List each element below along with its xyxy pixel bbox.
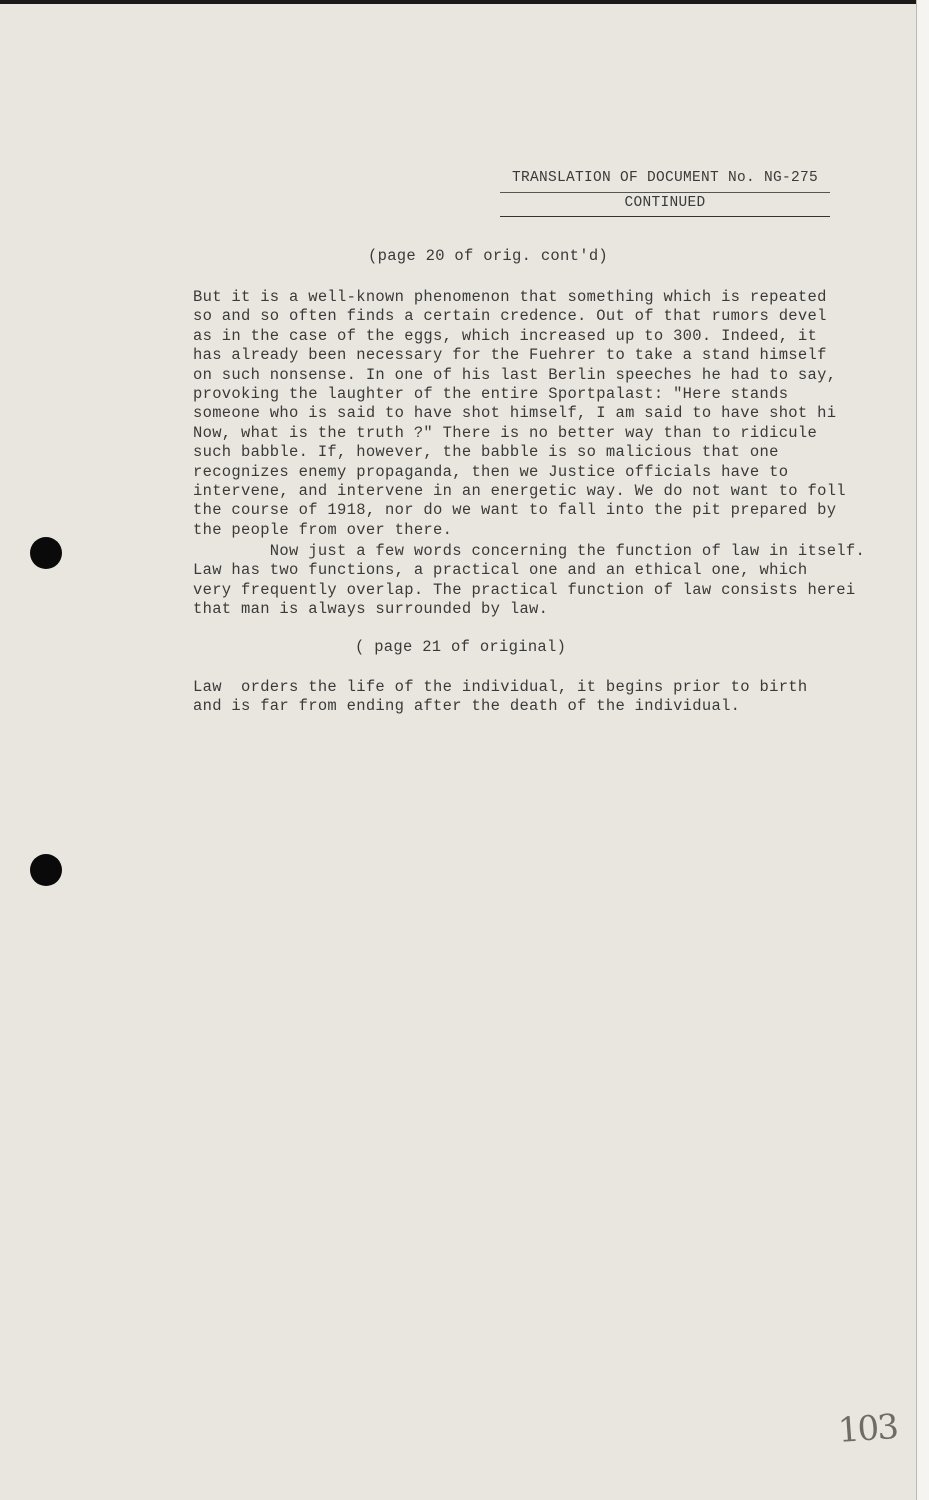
punch-hole-icon [30,537,62,569]
body-paragraph: But it is a well-known phenomenon that something which is repeated so and so often finds a certain credence. Out of that rumors devel as in the case of the eggs, which increased up to 300. Indeed, it has already been necessary for the Fuehrer to take a stand himself on such nonsense. In one of his last Berlin speeches he had to say, provoking the laughter of the entire Sportpalast: "Here stands someone who is said to have shot himself, I am said to have shot hi Now, what is the truth ?" There is no better way than to ridicule such babble. If, however, the babble is so malicious that one recognizes enemy propaganda, then we Justice officials have to intervene, and intervene in an energetic way. We do not want to foll the course of 1918, nor do we want to fall into the pit prepared by the people from over there. [193,288,846,539]
document-subtitle: CONTINUED [500,193,830,217]
punch-hole-icon [30,854,62,886]
page-edge [916,0,929,1500]
document-title: TRANSLATION OF DOCUMENT No. NG-275 [500,170,830,193]
document-header [500,170,830,217]
body-paragraph: Law orders the life of the individual, it begins prior to birth and is far from ending after the death of the individual. [193,678,808,716]
handwritten-page-number: 103 [836,1406,899,1452]
body-paragraph: Now just a few words concerning the function of law in itself. Law has two functions, a practical one and an ethical one, which very frequently overlap. The practical function of law consists herei that man is always surrounded by law. [193,542,866,619]
page-reference-original-21: ( page 21 of original) [355,638,567,656]
document-page [0,4,917,1500]
page-reference-original-20: (page 20 of orig. cont'd) [368,247,609,265]
